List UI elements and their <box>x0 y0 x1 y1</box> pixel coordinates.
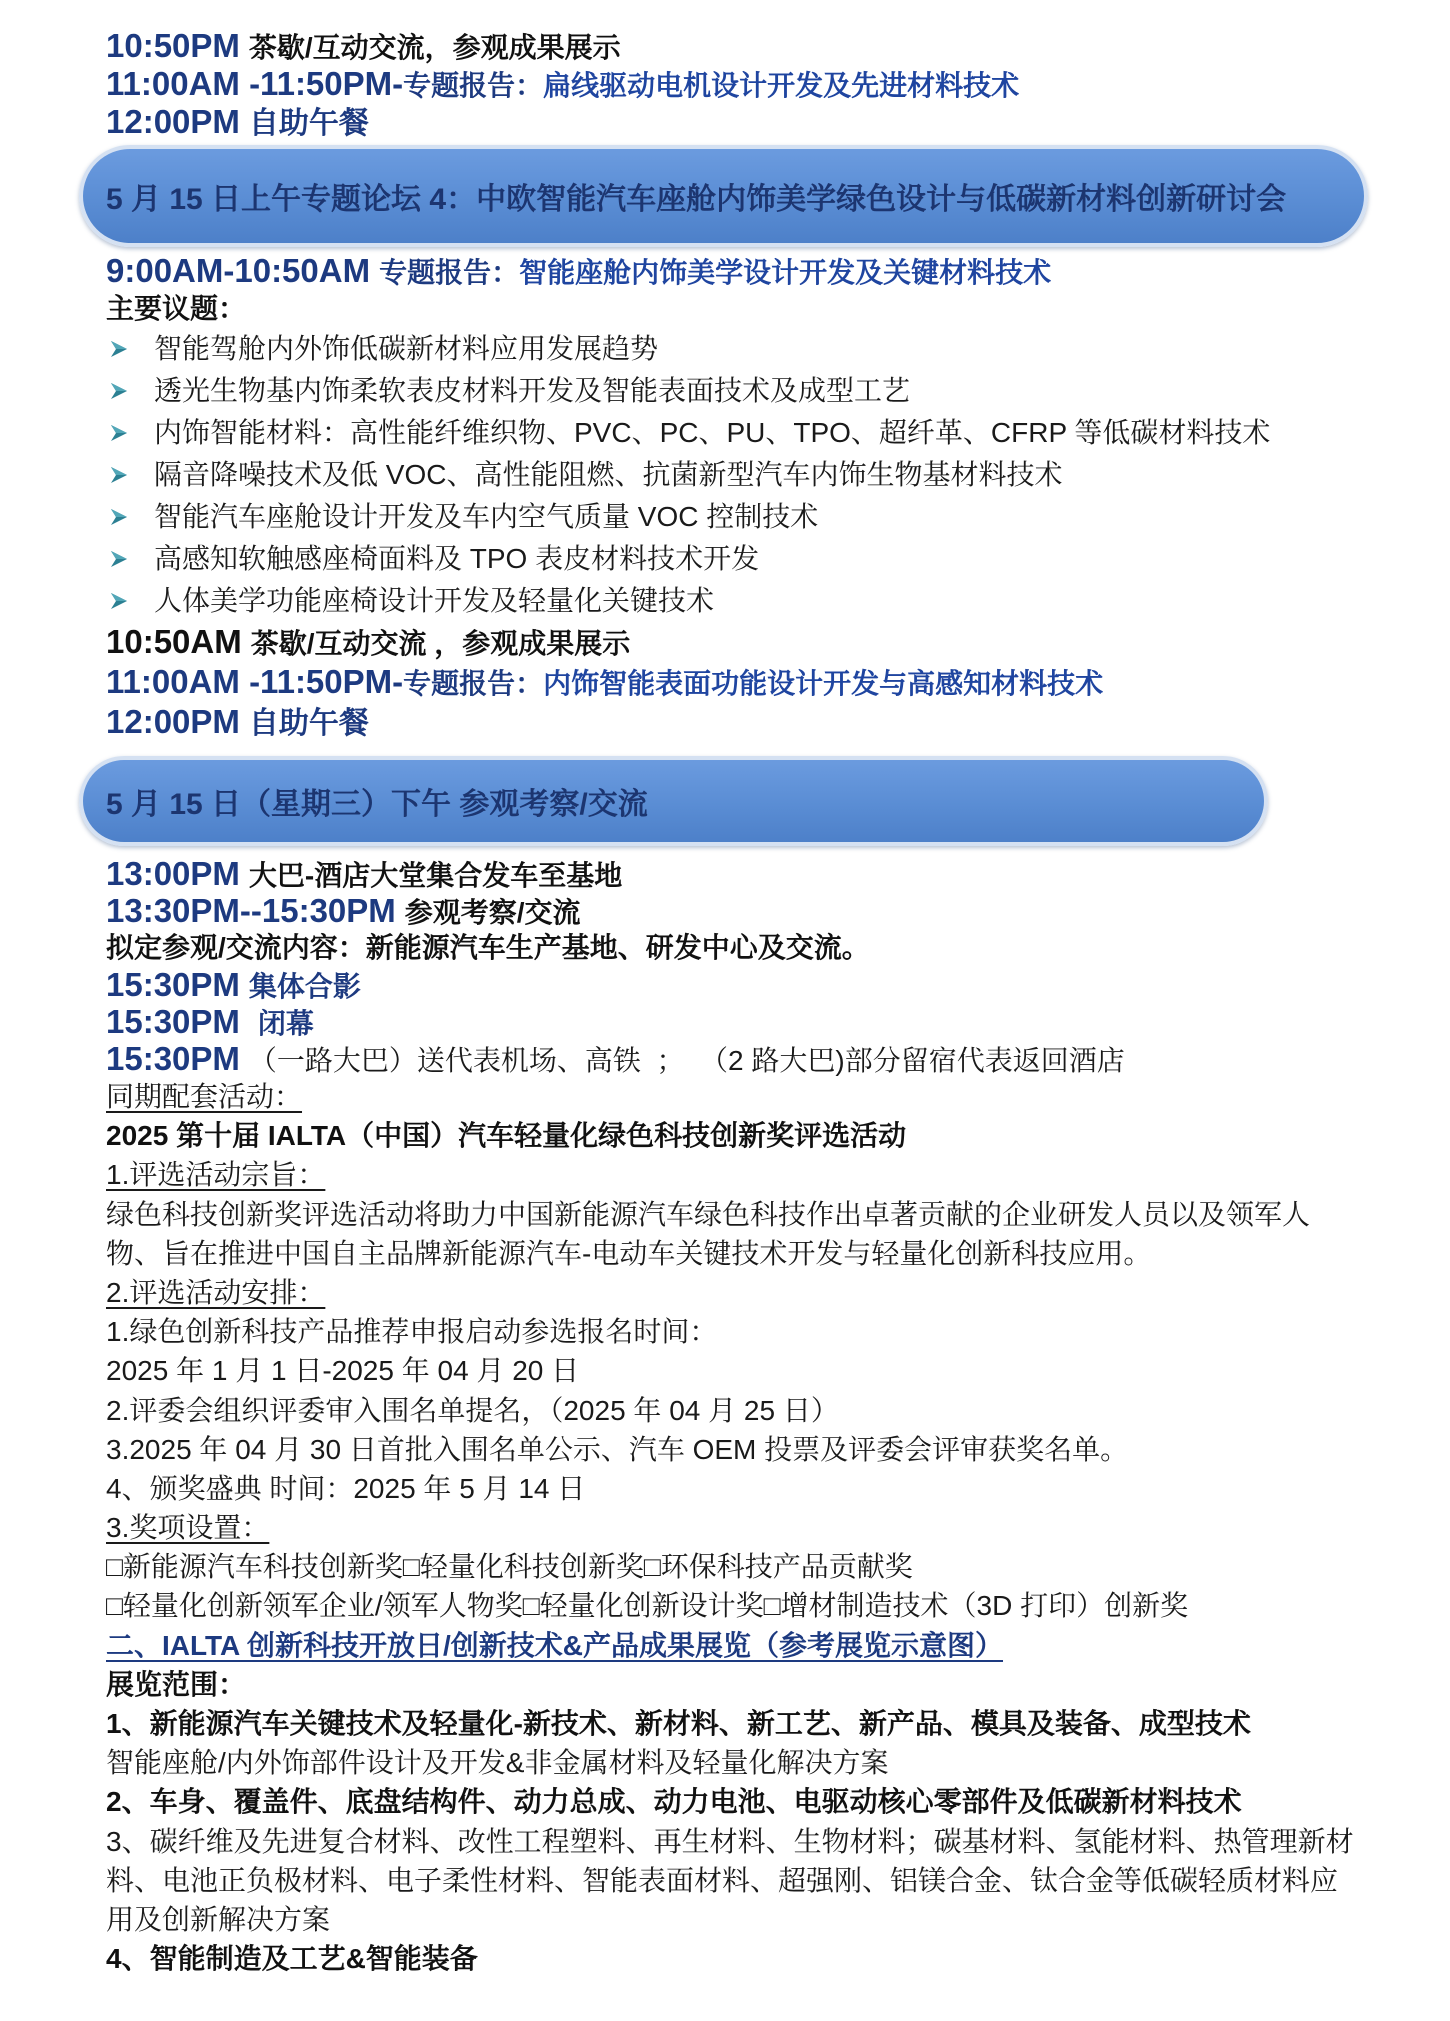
scope-text: 4、智能制造及工艺&智能装备 <box>106 1943 478 1975</box>
awards-text: □轻量化创新领军企业/领军人物奖□轻量化创新设计奖□增材制造技术（3D 打印）创新奖 <box>106 1590 1189 1622</box>
arrangement-item <box>0 1351 1450 1390</box>
heading-text: 同期配套活动： <box>106 1081 303 1112</box>
paragraph-line <box>0 1234 1450 1273</box>
time-label: 12:00PM <box>106 103 240 140</box>
topic-text: 智能驾舱内外饰低碳新材料应用发展趋势 <box>154 333 659 364</box>
exhibition-title <box>0 1626 1450 1665</box>
transfer-line <box>0 1040 1450 1077</box>
scope-item <box>0 1822 1450 1861</box>
report-topic: 扁线驱动电机设计开发及先进材料技术 <box>543 70 1020 101</box>
arrangement-text: 2.评委会组织评委审入围名单提名，（2025 年 04 月 25 日） <box>106 1394 839 1426</box>
keynote-line <box>0 251 1450 290</box>
report-line <box>0 662 1450 702</box>
scope-item <box>0 1900 1450 1939</box>
topics-heading-text: 主要议题： <box>106 293 247 324</box>
scope-text: 2、车身、覆盖件、底盘结构件、动力总成、动力电池、电驱动核心零部件及低碳新材料技术 <box>106 1786 1242 1818</box>
activity-text: （一路大巴）送代表机场、高铁 ； （2 路大巴)部分留宿代表返回酒店 <box>248 1045 1125 1076</box>
time-label: 12:00PM <box>106 703 240 740</box>
paragraph-text: 绿色科技创新奖评选活动将助力中国新能源汽车绿色科技作出卓著贡献的企业研发人员以及领军人 <box>106 1198 1311 1230</box>
list-item <box>0 370 1450 412</box>
group-photo-line <box>0 966 1450 1003</box>
time-label: 13:30PM--15:30PM <box>106 892 396 929</box>
time-label: 11:00AM -11:50PM- <box>106 663 404 700</box>
arrangement-text: 3.2025 年 04 月 30 日首批入围名单公示、汽车 OEM 投票及评委会评审获奖名单。 <box>106 1433 1129 1465</box>
award-title <box>0 1116 1450 1155</box>
forum4-section <box>0 251 1450 742</box>
arrow-bullet-icon <box>110 466 128 484</box>
report-line <box>0 65 1450 103</box>
lunch-line <box>0 103 1450 141</box>
visit-content-line <box>0 929 1450 966</box>
scope-text: 3、碳纤维及先进复合材料、改性工程塑料、再生材料、生物材料；碳基材料、氢能材料、热管理新材 <box>106 1825 1354 1857</box>
awards-line <box>0 1586 1450 1625</box>
time-label: 15:30PM <box>106 1003 240 1040</box>
list-item <box>0 328 1450 370</box>
topic-text: 隔音降噪技术及低 VOC、高性能阻燃、抗菌新型汽车内饰生物基材料技术 <box>154 459 1063 490</box>
activity-text: 自助午餐 <box>248 107 369 140</box>
banner-title: 5 月 15 日上午专题论坛 4：中欧智能汽车座舱内饰美学绿色设计与低碳新材料创新研讨会 <box>106 183 1287 216</box>
report-label: 专题报告： <box>379 257 520 288</box>
heading-text: 1.评选活动宗旨： <box>106 1159 326 1191</box>
paragraph-line <box>0 1195 1450 1234</box>
concurrent-events-section <box>0 1077 1450 1626</box>
arrow-bullet-icon <box>110 592 128 610</box>
arrangement-heading <box>0 1273 1450 1312</box>
exhibition-title-text: 二、IALTA 创新科技开放日/创新技术&产品成果展览（参考展览示意图） <box>106 1629 1004 1661</box>
activity-text: 茶歇/互动交流，参观成果展示 <box>248 32 621 63</box>
arrow-bullet-icon <box>110 382 128 400</box>
activity-text: 大巴-酒店大堂集合发车至基地 <box>248 860 623 891</box>
scope-text: 料、电池正负极材料、电子柔性材料、智能表面材料、超强刚、铝镁合金、钛合金等低碳轻质材料应 <box>106 1864 1339 1896</box>
arrangement-item <box>0 1430 1450 1469</box>
lunch-line <box>0 702 1450 742</box>
report-topic: 智能座舱内饰美学设计开发及关键材料技术 <box>519 257 1052 288</box>
time-label: 15:30PM <box>106 966 240 1003</box>
arrangement-item <box>0 1469 1450 1508</box>
scope-text: 1、新能源汽车关键技术及轻量化-新技术、新材料、新工艺、新产品、模具及装备、成型技术 <box>106 1708 1251 1739</box>
previous-session-tail <box>0 27 1450 141</box>
awards-heading <box>0 1508 1450 1547</box>
list-item <box>0 412 1450 454</box>
heading-text: 3.奖项设置： <box>106 1512 270 1544</box>
visit-content-text: 拟定参观/交流内容：新能源汽车生产基地、研发中心及交流。 <box>106 932 870 963</box>
activity-text: 茶歇/互动交流 ，参观成果展示 <box>250 628 631 659</box>
arrangement-item <box>0 1312 1450 1351</box>
bus-line <box>0 855 1450 892</box>
activity-text: 参观考察/交流 <box>404 897 581 928</box>
closing-line <box>0 1003 1450 1040</box>
report-topic: 内饰智能表面功能设计开发与高感知材料技术 <box>543 668 1104 699</box>
activity-text: 闭幕 <box>257 1008 314 1039</box>
arrangement-text: 2025 年 1 月 1 日-2025 年 04 月 20 日 <box>106 1355 580 1387</box>
site-visit-section <box>0 855 1450 1077</box>
list-item <box>0 496 1450 538</box>
scope-item <box>0 1782 1450 1821</box>
arrow-bullet-icon <box>110 424 128 442</box>
time-label: 9:00AM-10:50AM <box>106 252 371 289</box>
awards-line <box>0 1547 1450 1586</box>
scope-text: 智能座舱/内外饰部件设计及开发&非金属材料及轻量化解决方案 <box>106 1747 889 1779</box>
topics-list <box>0 328 1450 622</box>
arrow-bullet-icon <box>110 340 128 358</box>
arrangement-text: 4、颁奖盛典 时间：2025 年 5 月 14 日 <box>106 1472 586 1504</box>
site-visit-banner <box>79 756 1268 846</box>
list-item <box>0 538 1450 580</box>
arrangement-text: 1.绿色创新科技产品推荐申报启动参选报名时间： <box>106 1316 718 1348</box>
award-title-text: 2025 第十届 IALTA（中国）汽车轻量化绿色科技创新奖评选活动 <box>106 1120 907 1152</box>
tea-break-line <box>0 27 1450 65</box>
topic-text: 人体美学功能座椅设计开发及轻量化关键技术 <box>154 585 715 616</box>
tea-break-line <box>0 622 1450 662</box>
banner-title: 5 月 15 日（星期三）下午 参观考察/交流 <box>106 788 648 821</box>
scope-text: 用及创新解决方案 <box>106 1903 331 1935</box>
list-item <box>0 454 1450 496</box>
scope-item <box>0 1939 1450 1978</box>
heading-text: 2.评选活动安排： <box>106 1276 326 1308</box>
topic-text: 智能汽车座舱设计开发及车内空气质量 VOC 控制技术 <box>154 501 819 532</box>
scope-item <box>0 1704 1450 1743</box>
purpose-heading <box>0 1155 1450 1194</box>
scope-item <box>0 1861 1450 1900</box>
time-label: 10:50PM <box>106 27 240 64</box>
scope-heading <box>0 1665 1450 1704</box>
scope-item <box>0 1743 1450 1782</box>
topic-text: 透光生物基内饰柔软表皮材料开发及智能表面技术及成型工艺 <box>154 375 911 406</box>
time-label: 15:30PM <box>106 1040 240 1077</box>
arrow-bullet-icon <box>110 508 128 526</box>
report-label: 专题报告： <box>403 668 544 699</box>
topic-text: 内饰智能材料：高性能纤维织物、PVC、PC、PU、TPO、超纤革、CFRP 等低碳材料技术 <box>154 417 1271 448</box>
activity-text: 集体合影 <box>248 971 361 1002</box>
forum4-banner <box>79 145 1368 247</box>
topic-text: 高感知软触感座椅面料及 TPO 表皮材料技术开发 <box>154 543 760 574</box>
paragraph-text: 物、旨在推进中国自主品牌新能源汽车-电动车关键技术开发与轻量化创新科技应用。 <box>106 1237 1152 1269</box>
time-label: 13:00PM <box>106 855 240 892</box>
scope-heading-text: 展览范围： <box>106 1668 247 1700</box>
list-item <box>0 580 1450 622</box>
time-label: 11:00AM -11:50PM- <box>106 65 404 102</box>
arrangement-item <box>0 1391 1450 1430</box>
concurrent-events-heading <box>0 1077 1450 1116</box>
report-label: 专题报告： <box>403 70 544 101</box>
awards-text: □新能源汽车科技创新奖□轻量化科技创新奖□环保科技产品贡献奖 <box>106 1551 913 1583</box>
time-label: 10:50AM <box>106 623 242 660</box>
arrow-bullet-icon <box>110 550 128 568</box>
visit-line <box>0 892 1450 929</box>
topics-heading <box>0 290 1450 328</box>
activity-text: 自助午餐 <box>248 707 369 740</box>
exhibition-section <box>0 1626 1450 1979</box>
